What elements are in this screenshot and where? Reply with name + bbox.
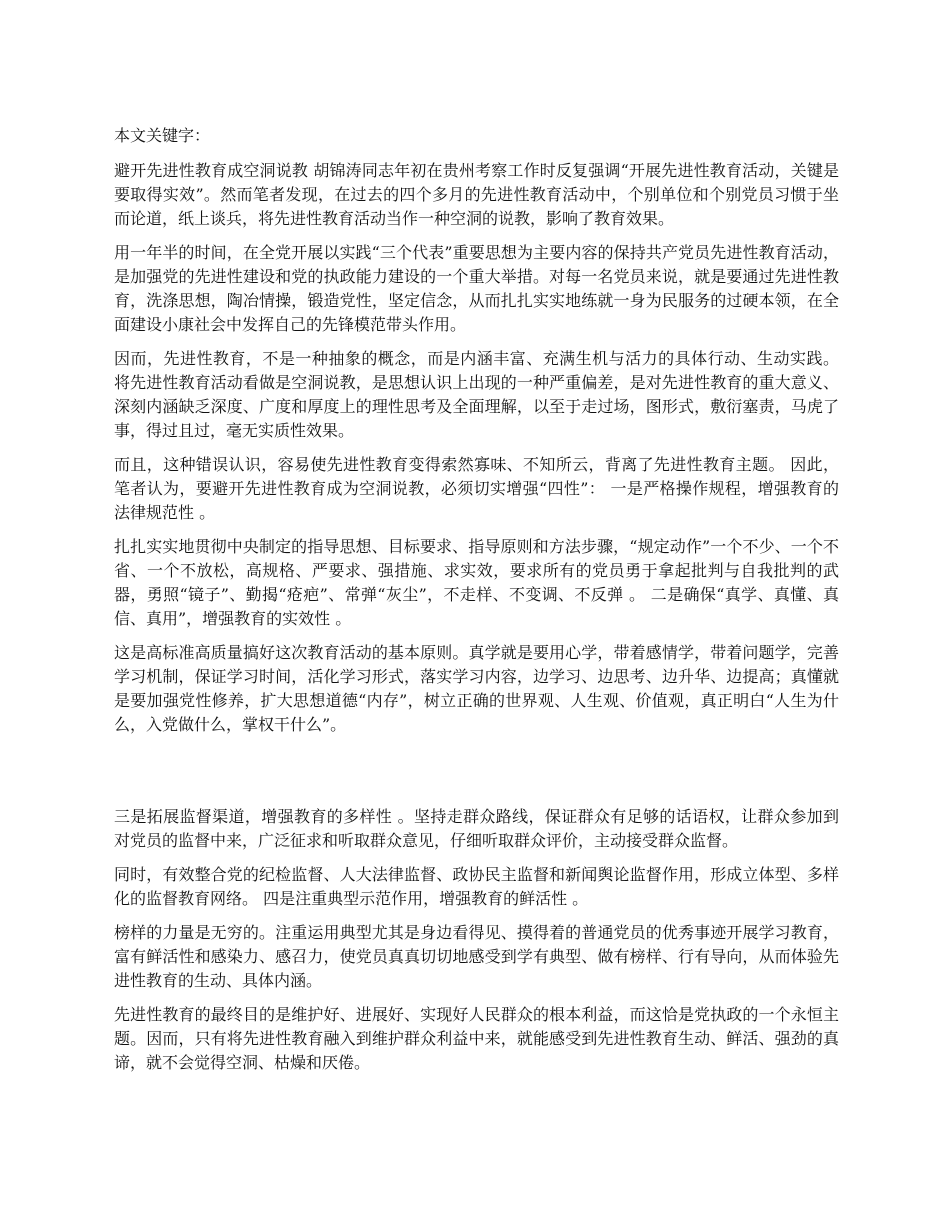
section-gap [114, 747, 839, 805]
paragraph-6: 这是高标准高质量搞好这次教育活动的基本原则。真学就是要用心学，带着感情学，带着问题学，完善学习机制，保证学习时间，活化学习形式，落实学习内容，边学习、边思考、边升华、边提高；真懂就是要加强党性修养，扩大思想道德“内存”，树立正确的世界观、人生观、价值观，真正明白“人生为什么，入党做什么，掌权干什么”。 [114, 643, 839, 734]
paragraph-7: 三是拓展监督渠道，增强教育的多样性 。坚持走群众路线，保证群众有足够的话语权，让群众参加到对党员的监督中来，广泛征求和听取群众意见，仔细听取群众评价，主动接受群众监督。 [114, 807, 839, 850]
paragraph-5: 扎扎实实地贯彻中央制定的指导思想、目标要求、指导原则和方法步骤，“规定动作”一个不少、一个不省、一个不放松，高规格、严要求、强措施、求实效，要求所有的党员勇于拿起批判与自我批判的武器，勇照“镜子”、勤揭“疮疤”、常弹“灰尘”，不走样、不变调、不反弹 。 二是确保“真学、真懂、真信、真用”，增强教育的实效性 。 [114, 537, 839, 628]
paragraph-3: 因而，先进性教育，不是一种抽象的概念，而是内涵丰富、充满生机与活力的具体行动、生动实践。 将先进性教育活动看做是空洞说教，是思想认识上出现的一种严重偏差，是对先进性教育的重大意义、深刻内涵缺乏深度、广度和厚度上的理性思考及全面理解，以至于走过场，图形式，敷衍塞责，马虎了事，得过且过，毫无实质性效果。 [114, 349, 839, 440]
paragraph-8: 同时，有效整合党的纪检监督、人大法律监督、政协民主监督和新闻舆论监督作用，形成立体型、多样化的监督教育网络。 四是注重典型示范作用，增强教育的鲜活性 。 [114, 865, 839, 908]
paragraph-10: 先进性教育的最终目的是维护好、进展好、实现好人民群众的根本利益，而这恰是党执政的一个永恒主题。因而，只有将先进性教育融入到维护群众利益中来，就能感受到先进性教育生动、鲜活、强劲的真谛，就不会觉得空洞、枯燥和厌倦。 [114, 1005, 839, 1072]
paragraph-2: 用一年半的时间，在全党开展以实践“三个代表”重要思想为主要内容的保持共产党员先进性教育活动，是加强党的先进性建设和党的执政能力建设的一个重大举措。对每一名党员来说，就是要通过先进性教育，洗涤思想，陶冶情操，锻造党性，坚定信念，从而扎扎实实地练就一身为民服务的过硬本领，在全面建设小康社会中发挥自己的先锋模范带头作用。 [114, 243, 839, 334]
paragraph-9: 榜样的力量是无穷的。注重运用典型尤其是身边看得见、摸得着的普通党员的优秀事迹开展学习教育，富有鲜活性和感染力、感召力，使党员真真切切地感受到学有典型、做有榜样、行有导向，从而体验先进性教育的生动、具体内涵。 [114, 923, 839, 990]
paragraph-4: 而且，这种错误认识，容易使先进性教育变得索然寡味、不知所云，背离了先进性教育主题。 因此，笔者认为，要避开先进性教育成为空洞说教，必须切实增强“四性”： 一是严格操作规程，增强教育的法律规范性 。 [114, 455, 839, 522]
paragraph-1: 避开先进性教育成空洞说教 胡锦涛同志年初在贵州考察工作时反复强调“开展先进性教育活动，关键是要取得实效”。然而笔者发现，在过去的四个多月的先进性教育活动中，个别单位和个别党员习惯于坐而论道，纸上谈兵，将先进性教育活动当作一种空洞的说教，影响了教育效果。 [114, 161, 839, 228]
document-page [114, 124, 839, 1085]
keywords-label: 本文关键字： [114, 126, 211, 145]
